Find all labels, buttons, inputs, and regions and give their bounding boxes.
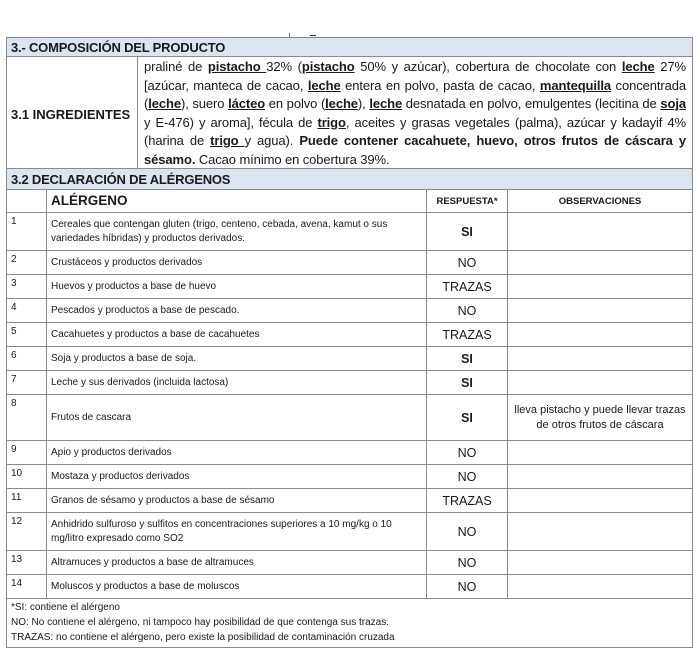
allergen-highlight: trigo: [210, 133, 245, 148]
allergen-highlight: pistacho: [207, 59, 267, 74]
allergen-row: [7, 347, 693, 371]
legend-line: TRAZAS: no contiene el alérgeno, pero existe la posibilidad de contaminación cruzada: [11, 632, 395, 643]
allergen-highlight: leche: [307, 77, 341, 93]
may-contain-warning: Puede contener cacahuete, huevo, otros frutos de cáscara y sésamo.: [144, 133, 686, 167]
allergen-observations: [508, 575, 693, 599]
ingredient-text-part: Cacao mínimo en cobertura 39%.: [195, 151, 390, 167]
ingredient-text-part: ),: [357, 96, 370, 111]
ingredient-text-part: praliné de: [144, 59, 208, 74]
allergen-number: 3: [7, 275, 47, 299]
allergen-highlight: pistacho: [301, 59, 355, 74]
response-legend: [7, 599, 693, 648]
allergen-response: SI: [427, 395, 508, 441]
allergen-name: Pescados y productos a base de pescado.: [47, 299, 427, 323]
legend-row: [7, 599, 693, 648]
header-response: RESPUESTA*: [427, 190, 508, 213]
allergen-response: SI: [427, 371, 508, 395]
allergen-name: Moluscos y productos a base de moluscos: [47, 575, 427, 599]
allergen-highlight: leche: [148, 96, 181, 111]
allergen-row: [7, 465, 693, 489]
ingredient-text-part: ), suero: [180, 96, 229, 111]
header-num: [7, 190, 47, 213]
allergen-response: NO: [427, 575, 508, 599]
allergen-response: NO: [427, 551, 508, 575]
allergen-highlight: soja: [660, 96, 686, 111]
allergen-name: Cacahuetes y productos a base de cacahuetes: [47, 323, 427, 347]
allergen-observations: [508, 251, 693, 275]
ingredient-text-part: en polvo (: [265, 96, 326, 111]
allergen-response: TRAZAS: [427, 275, 508, 299]
ingredients-label: 3.1 INGREDIENTES: [7, 57, 138, 172]
allergen-observations: [508, 371, 693, 395]
allergen-row: [7, 371, 693, 395]
allergen-name: Soja y productos a base de soja.: [47, 347, 427, 371]
ingredient-text-part: y E-476) y aroma], fécula de: [144, 114, 318, 130]
allergen-row: [7, 213, 693, 251]
allergen-response: NO: [427, 513, 508, 551]
allergen-highlight: lácteo: [228, 96, 266, 111]
allergen-highlight: leche: [325, 96, 358, 111]
ingredient-text-part: y agua).: [244, 133, 300, 148]
allergen-observations: [508, 551, 693, 575]
allergen-name: Mostaza y productos derivados: [47, 465, 427, 489]
allergen-number: 9: [7, 441, 47, 465]
allergen-number: 2: [7, 251, 47, 275]
allergen-number: 7: [7, 371, 47, 395]
allergen-row: [7, 575, 693, 599]
allergen-row: [7, 489, 693, 513]
allergen-observations: [508, 347, 693, 371]
ingredient-text-part: desnatada en polvo, emulgentes (lecitina de: [402, 96, 661, 111]
header-allergen: ALÉRGENO: [47, 190, 427, 213]
ingredient-text-part: entera en polvo, pasta de cacao,: [340, 77, 540, 93]
allergen-row: [7, 275, 693, 299]
allergen-observations: [508, 513, 693, 551]
allergen-response: NO: [427, 441, 508, 465]
allergen-header-row: [7, 190, 693, 213]
allergen-number: 5: [7, 323, 47, 347]
allergen-name: Altramuces y productos a base de altramuces: [47, 551, 427, 575]
allergen-observations: [508, 213, 693, 251]
allergen-number: 14: [7, 575, 47, 599]
allergen-table: [6, 168, 693, 648]
page-mark: [310, 35, 316, 36]
allergen-number: 8: [7, 395, 47, 441]
allergen-name: Apio y productos derivados: [47, 441, 427, 465]
allergen-row: [7, 299, 693, 323]
allergen-observations: [508, 299, 693, 323]
header-observations: OBSERVACIONES: [508, 190, 693, 213]
allergen-row: [7, 551, 693, 575]
allergen-name: Granos de sésamo y productos a base de sésamo: [47, 489, 427, 513]
ingredient-text-part: , aceites y grasas vegetales (palma), azúcar y kadayif 4% (harina de: [144, 114, 686, 148]
allergen-number: 13: [7, 551, 47, 575]
allergen-row: [7, 251, 693, 275]
allergen-highlight: leche: [369, 96, 403, 111]
allergen-row: [7, 513, 693, 551]
allergen-number: 1: [7, 213, 47, 251]
allergen-highlight: trigo: [317, 114, 346, 130]
allergen-observations: [508, 441, 693, 465]
allergen-name: Frutos de cascara: [47, 395, 427, 441]
legend-line: NO: No contiene el alérgeno, ni tampoco hay posibilidad de que contenga sus trazas.: [11, 617, 390, 628]
ingredient-text-part: 27% [azúcar, manteca de cacao,: [144, 59, 686, 93]
allergen-observations: [508, 489, 693, 513]
allergen-name: Leche y sus derivados (incluida lactosa): [47, 371, 427, 395]
allergen-response: NO: [427, 299, 508, 323]
allergen-response: TRAZAS: [427, 323, 508, 347]
allergen-number: 11: [7, 489, 47, 513]
allergen-observations: [508, 465, 693, 489]
allergen-row: [7, 441, 693, 465]
section-title-allergens: 3.2 DECLARACIÓN DE ALÉRGENOS: [7, 169, 693, 190]
allergen-number: 12: [7, 513, 47, 551]
allergen-row: [7, 323, 693, 347]
allergen-response: SI: [427, 347, 508, 371]
allergen-name: Cereales que contengan gluten (trigo, centeno, cebada, avena, kamut o sus variedades híbridas) y productos derivados.: [47, 213, 427, 251]
allergen-number: 10: [7, 465, 47, 489]
allergen-response: NO: [427, 251, 508, 275]
allergen-response: TRAZAS: [427, 489, 508, 513]
allergen-row: [7, 395, 693, 441]
allergen-response: SI: [427, 213, 508, 251]
allergen-number: 6: [7, 347, 47, 371]
allergen-observations: [508, 323, 693, 347]
ingredient-text-part: concentrada (: [144, 77, 686, 111]
ingredient-text-part: 32% (: [266, 59, 302, 74]
allergen-observations: lleva pistacho y puede llevar trazas de otros frutos de cáscara: [508, 395, 693, 441]
section-title-composition: 3.- COMPOSICIÓN DEL PRODUCTO: [7, 38, 693, 57]
allergen-name: Anhidrido sulfuroso y sulfitos en concentraciones superiores a 10 mg/kg o 10 mg/litro expresado como SO2: [47, 513, 427, 551]
allergen-highlight: mantequilla: [539, 77, 612, 93]
ingredient-text-part: 50% y azúcar), cobertura de chocolate con: [354, 59, 622, 74]
allergen-name: Huevos y productos a base de huevo: [47, 275, 427, 299]
composition-table: [6, 37, 693, 172]
allergen-highlight: leche: [621, 59, 655, 74]
allergen-number: 4: [7, 299, 47, 323]
ingredients-text: [138, 57, 693, 172]
allergen-response: NO: [427, 465, 508, 489]
legend-line: *SI: contiene el alérgeno: [11, 602, 120, 613]
allergen-name: Crustáceos y productos derivados: [47, 251, 427, 275]
allergen-observations: [508, 275, 693, 299]
